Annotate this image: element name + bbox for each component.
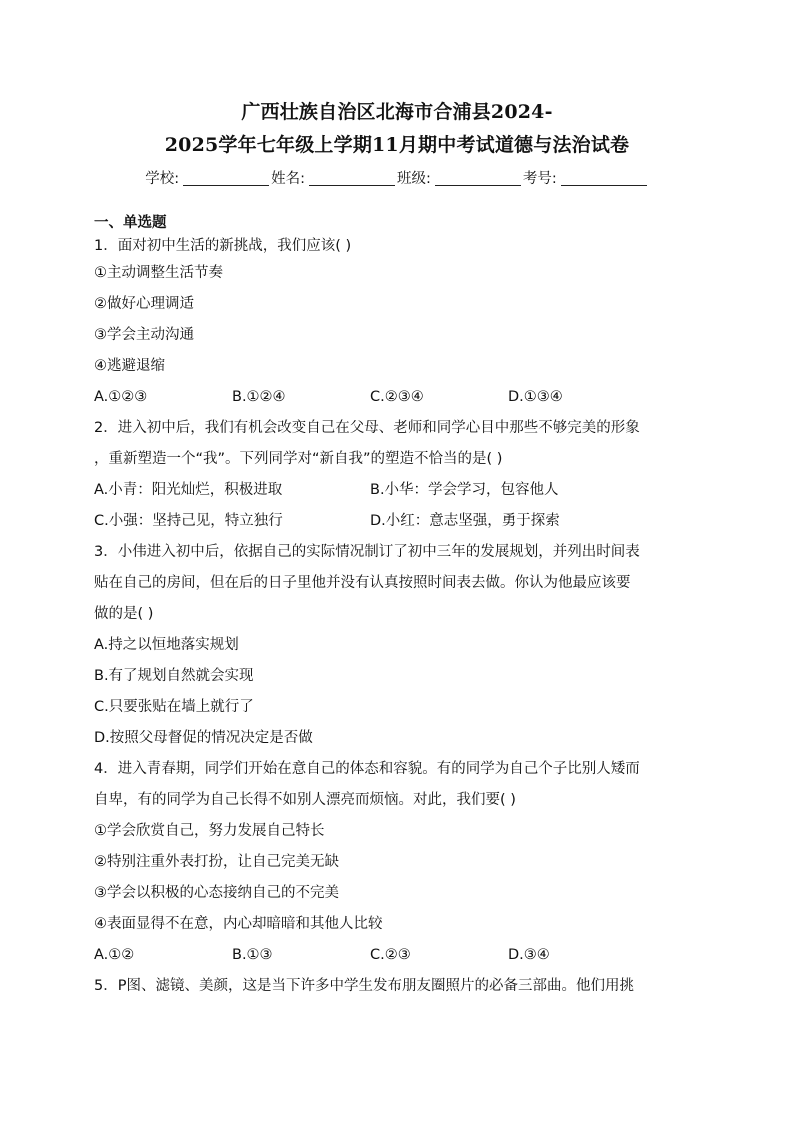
school-field [145, 167, 271, 188]
section-heading: 一、单选题 [94, 215, 167, 231]
school-blank[interactable] [183, 169, 269, 186]
question-4-item: ④表面显得不在意，内心却暗暗和其他人比较 [94, 916, 383, 932]
exam-title-line-1: 广西壮族自治区北海市合浦县2024- [241, 101, 553, 123]
question-3-stem: 3．小伟进入初中后，依据自己的实际情况制订了初中三年的发展规划，并列出时间表 [94, 544, 640, 560]
question-1-option-c[interactable]: C.②③④ [370, 389, 424, 405]
question-4-option-c[interactable]: C.②③ [370, 947, 411, 963]
question-4-options [94, 940, 700, 971]
name-blank[interactable] [309, 169, 395, 186]
exam-title-line-2: 2025学年七年级上学期11月期中考试道德与法治试卷 [164, 134, 630, 156]
question-4-item: ③学会以积极的心态接纳自己的不完美 [94, 885, 339, 901]
question-4-option-a[interactable]: A.①② [94, 947, 135, 963]
question-2-option-a[interactable]: A.小青：阳光灿烂，积极进取 [94, 482, 283, 498]
exam-number-blank[interactable] [561, 169, 647, 186]
question-5-stem: 5．P图、滤镜、美颜，这是当下许多中学生发布朋友圈照片的必备三部曲。他们用挑 [94, 978, 634, 994]
question-2-option-b[interactable]: B.小华：学会学习，包容他人 [370, 482, 559, 498]
class-blank[interactable] [435, 169, 521, 186]
class-label: 班级: [397, 171, 431, 187]
exam-number-label: 考号: [522, 171, 557, 187]
question-2-option-c[interactable]: C.小强：坚持己见，特立独行 [94, 513, 283, 529]
question-4-item: ②特别注重外表打扮，让自己完美无缺 [94, 854, 339, 870]
question-3-stem-cont: 做的是( ) [94, 606, 154, 622]
question-3-option-c[interactable]: C.只要张贴在墙上就行了 [94, 699, 254, 715]
question-3-option-b[interactable]: B.有了规划自然就会实现 [94, 668, 254, 684]
question-4-item: ①学会欣赏自己，努力发展自己特长 [94, 823, 325, 839]
question-1-item: ③学会主动沟通 [94, 327, 194, 343]
question-4-stem: 4．进入青春期，同学们开始在意自己的体态和容貌。有的同学为自己个子比别人矮而 [94, 761, 640, 777]
question-2-stem: 2．进入初中后，我们有机会改变自己在父母、老师和同学心目中那些不够完美的形象 [94, 420, 640, 436]
question-4-stem-cont: 自卑，有的同学为自己长得不如别人漂亮而烦恼。对此，我们要( ) [94, 792, 516, 808]
student-info-fields [94, 166, 700, 188]
class-field [397, 167, 523, 188]
question-2-options-row-1 [94, 475, 700, 506]
question-1-options [94, 382, 700, 413]
question-4-option-b[interactable]: B.①③ [232, 947, 273, 963]
question-1-stem: 1．面对初中生活的新挑战，我们应该( ) [94, 238, 352, 254]
question-1-item: ④逃避退缩 [94, 358, 165, 374]
question-1-option-b[interactable]: B.①②④ [232, 389, 286, 405]
school-label: 学校: [145, 171, 180, 187]
question-1-option-d[interactable]: D.①③④ [508, 389, 563, 405]
question-2-stem-cont: ，重新塑造一个“我”。下列同学对“新自我”的塑造不恰当的是( ) [94, 451, 503, 467]
question-3-stem-cont: 贴在自己的房间，但在后的日子里他并没有认真按照时间表去做。你认为他最应该要 [94, 575, 631, 591]
question-2-option-d[interactable]: D.小红：意志坚强，勇于探索 [370, 513, 560, 529]
question-2-options-row-2 [94, 506, 700, 537]
name-field [271, 167, 397, 188]
question-1-option-a[interactable]: A.①②③ [94, 389, 148, 405]
name-label: 姓名: [271, 171, 305, 187]
question-3-option-d[interactable]: D.按照父母督促的情况决定是否做 [94, 730, 313, 746]
exam-number-field [523, 167, 649, 188]
question-3-option-a[interactable]: A.持之以恒地落实规划 [94, 637, 239, 653]
question-1-item: ①主动调整生活节奏 [94, 265, 223, 281]
question-4-option-d[interactable]: D.③④ [508, 947, 550, 963]
question-1-item: ②做好心理调适 [94, 296, 194, 312]
